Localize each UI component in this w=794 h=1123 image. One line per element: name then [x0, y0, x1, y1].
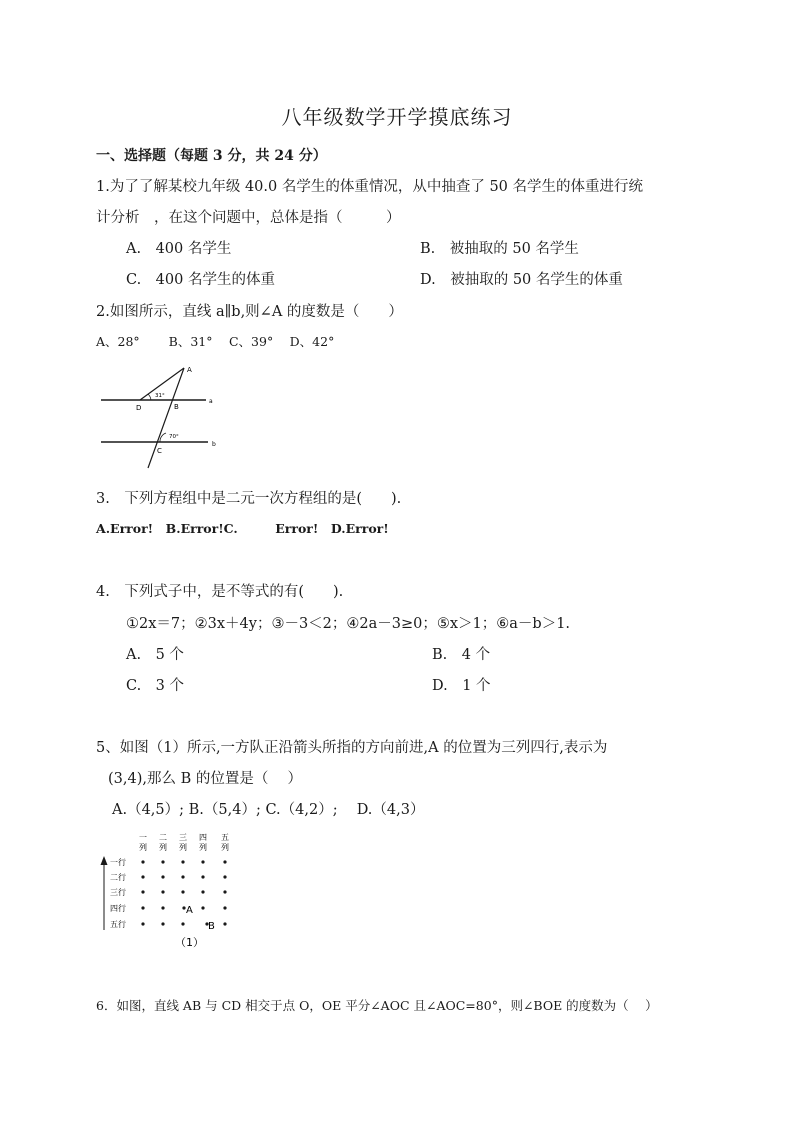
q4-expressions: ①2x＝7；②3x＋4y；③－3＜2；④2a－3≥0；⑤x＞1；⑥a－b＞1.: [126, 616, 571, 632]
formation-dot: [201, 860, 204, 863]
q1-option-c: C. 400 名学生的体重: [126, 272, 275, 288]
formation-dot: [223, 890, 226, 893]
label-d-point: D: [136, 404, 142, 412]
formation-dot: [141, 890, 144, 893]
formation-dot: [201, 906, 204, 909]
col-header-4: 四列: [199, 833, 207, 852]
formation-dot-grid: [141, 860, 226, 925]
label-line-b: b: [212, 441, 216, 448]
formation-dot: [201, 875, 204, 878]
row-label-4: 四行: [110, 904, 126, 913]
q2-figure: [96, 362, 226, 472]
angle-arc-c: [160, 433, 166, 442]
q1-option-d: D. 被抽取的 50 名学生的体重: [420, 272, 623, 288]
row-label-2: 二行: [110, 873, 126, 882]
formation-dot: [141, 860, 144, 863]
angle-arc-d: [148, 394, 151, 400]
q4-stem: 4. 下列式子中，是不等式的有( ).: [96, 584, 344, 600]
col-header-2: 二列: [159, 833, 167, 852]
q1-line1: 1.为了了解某校九年级 40.0 名学生的体重情况，从中抽查了 50 名学生的体重进行统: [96, 179, 644, 195]
q4-option-b: B. 4 个: [432, 647, 491, 663]
page-title: 八年级数学开学摸底练习: [281, 105, 513, 129]
label-angle-31: 31°: [155, 393, 165, 399]
q1-line2: 计分析 ，在这个问题中，总体是指（ ）: [96, 210, 401, 226]
formation-dot: [161, 906, 164, 909]
col-header-5: 五列: [221, 833, 229, 852]
formation-dot: [181, 890, 184, 893]
row-label-1: 一行: [110, 858, 126, 867]
row-label-3: 三行: [110, 888, 126, 897]
formation-dot: [201, 890, 204, 893]
formation-dot: [141, 922, 144, 925]
q5-line1: 5、如图（1）所示,一方队正沿箭头所指的方向前进,A 的位置为三列四行,表示为: [96, 740, 608, 756]
section-heading: 一、选择题（每题 3 分，共 24 分）: [96, 148, 327, 164]
q3-options: A.Error! B.Error!C. Error! D.Error!: [96, 521, 389, 536]
column-headers: [139, 832, 229, 852]
formation-dot: [181, 875, 184, 878]
q5-figure: [96, 830, 246, 955]
q3-stem: 3. 下列方程组中是二元一次方程组的是( ).: [96, 491, 402, 507]
formation-dot: [223, 922, 226, 925]
formation-dot: [181, 922, 184, 925]
q4-option-a: A. 5 个: [126, 647, 184, 663]
formation-dot: [223, 906, 226, 909]
formation-dot: [161, 890, 164, 893]
direction-arrow-icon: [101, 856, 108, 865]
col-header-3: 三列: [179, 833, 187, 852]
label-angle-70: 70°: [169, 434, 179, 440]
label-c-point: C: [157, 447, 162, 455]
q4-option-d: D. 1 个: [432, 678, 491, 694]
point-b-label: B: [208, 921, 215, 932]
q6-stem: 6．如图，直线 AB 与 CD 相交于点 O，OE 平分∠AOC 且∠AOC=80°，则∠BOE 的度数为（ ）: [96, 998, 658, 1013]
formation-dot: [141, 906, 144, 909]
q5-options: A.（4,5）; B.（5,4）; C.（4,2）; D.（4,3）: [112, 802, 425, 818]
formation-dot: [161, 922, 164, 925]
q2-options: A、28° B、31° C、39° D、42°: [96, 334, 335, 349]
formation-dot: [181, 860, 184, 863]
figure-caption: （1）: [175, 936, 204, 949]
formation-dot: [161, 875, 164, 878]
point-a-label: A: [186, 905, 193, 916]
q1-option-a: A. 400 名学生: [126, 241, 232, 257]
q4-option-c: C. 3 个: [126, 678, 185, 694]
formation-dot: [141, 875, 144, 878]
formation-dot: [223, 875, 226, 878]
label-a-point: A: [187, 366, 192, 374]
row-label-5: 五行: [110, 920, 126, 929]
col-header-1: 一列: [139, 833, 147, 852]
q1-option-b: B. 被抽取的 50 名学生: [420, 241, 579, 257]
row-labels: [110, 857, 126, 929]
q5-line2: (3,4),那么 B 的位置是（ ）: [108, 771, 302, 787]
formation-dot: [223, 860, 226, 863]
q2-stem: 2.如图所示，直线 a∥b,则∠A 的度数是（ ）: [96, 304, 403, 320]
label-b-point: B: [174, 403, 179, 411]
formation-dot: [161, 860, 164, 863]
label-line-a: a: [209, 398, 213, 405]
transversal-line: [148, 368, 184, 468]
